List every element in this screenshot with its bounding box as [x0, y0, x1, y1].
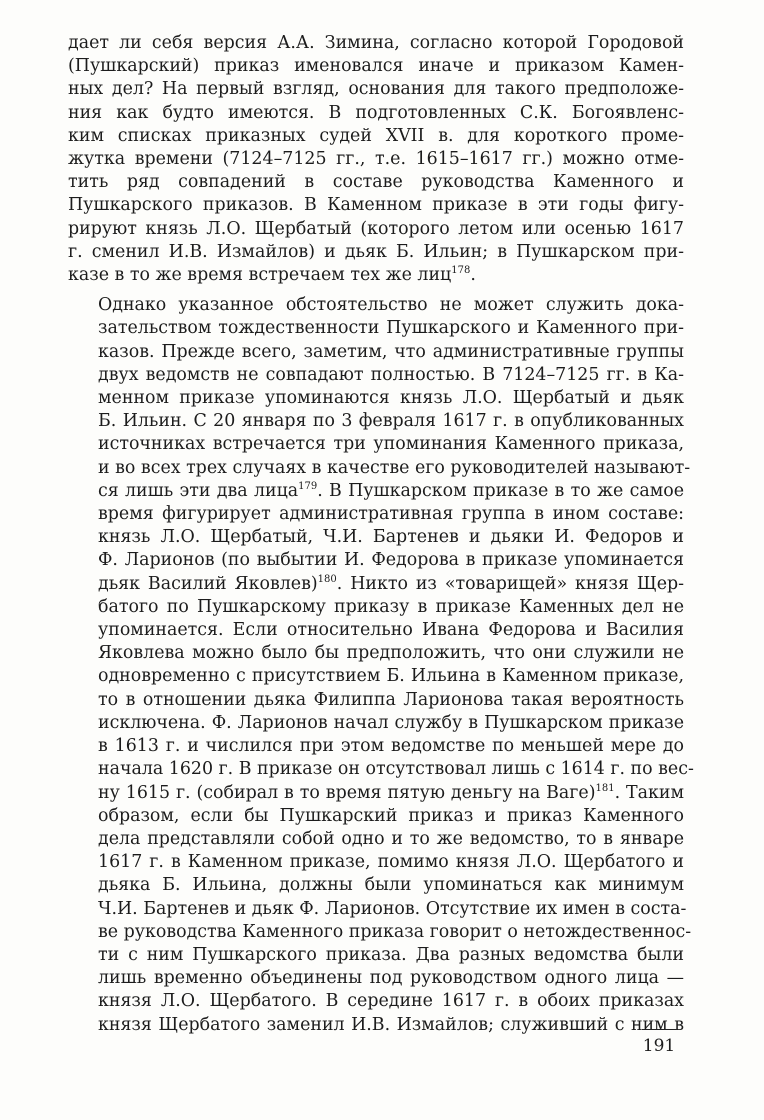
text-fragment: . Таким: [614, 782, 685, 803]
paragraph-1: [68, 32, 684, 287]
text-line: Однако указанное обстоятельство не может служить дока-: [98, 295, 684, 316]
body-text: [68, 32, 694, 1037]
text-line: ким списках приказных судей XVII в. для короткого проме-: [68, 125, 684, 146]
text-fragment: ну 1615 г. (собирал в то время пятую деньгу на Ваге): [98, 782, 596, 803]
text-fragment: казе в то же время встречаем тех же лиц: [68, 265, 452, 286]
text-line: 1617 г. в Каменном приказе, помимо князя Л.О. Щербатого и: [98, 852, 684, 873]
text-line: (Пушкарский) приказ именовался иначе и приказом Камен-: [68, 56, 684, 77]
text-fragment: дьяк Василий Яковлев): [98, 573, 318, 594]
text-line: казе в то же время встречаем тех же лиц$^{178}$.: [68, 265, 476, 286]
text-line: Ф. Ларионов (по выбытии И. Федорова в приказе упоминается: [98, 550, 684, 571]
text-line: Б. Ильин. С 20 января по 3 февраля 1617 г. в опубликованных: [98, 411, 684, 432]
text-fragment: . В Пушкарском приказе в то же самое: [317, 480, 684, 501]
paragraph-2: [68, 294, 694, 1037]
text-line: Яковлева можно было бы предположить, что они служили не: [98, 643, 684, 664]
text-line: одновременно с присутствием Б. Ильина в Каменном приказе,: [98, 666, 684, 687]
page-number: 191: [642, 1036, 676, 1056]
text-line: зательством тождественности Пушкарского и Каменного при-: [98, 318, 684, 339]
text-line: и во всех трех случаях в качестве его руководителей называют-: [98, 457, 691, 478]
text-line: батого по Пушкарскому приказу в приказе Каменных дел не: [98, 596, 684, 617]
text-fragment: ся лишь эти два лица: [98, 480, 299, 501]
text-line: ния как будто имеются. В подготовленных С.К. Богоявленс-: [68, 102, 684, 123]
text-line: источниках встречается три упоминания Каменного приказа,: [98, 434, 684, 455]
text-line: князя Щербатого заменил И.В. Измайлов; служивший с ним в: [98, 1014, 684, 1035]
text-line: рируют князь Л.О. Щербатый (которого летом или осенью 1617: [68, 218, 684, 239]
text-line: лишь временно объединены под руководством одного лица —: [98, 968, 684, 989]
text-line: [68, 480, 684, 503]
text-line: дела представляли собой одно и то же ведомство, то в январе: [98, 828, 684, 849]
text-line: ти с ним Пушкарского приказа. Два разных ведомства были: [98, 944, 684, 965]
footnote-ref: 181: [595, 782, 615, 794]
text-line: жутка времени (7124–7125 гг., т.е. 1615–1617 гг.) можно отме-: [68, 149, 684, 170]
text-line: [68, 573, 684, 596]
text-line: [68, 782, 684, 805]
text-line: двух ведомств не совпадают полностью. В 7124–7125 гг. в Ка-: [98, 364, 684, 385]
text-line: менном приказе упоминаются князь Л.О. Щербатый и дьяк: [98, 388, 684, 409]
text-line: дьяка Б. Ильина, должны были упоминаться как минимум: [98, 875, 684, 896]
text-line: ных дел? На первый взгляд, основания для такого предположе-: [68, 79, 684, 100]
text-line: Пушкарского приказов. В Каменном приказе в эти годы фигу-: [68, 195, 684, 216]
text-line: Ч.И. Бартенев и дьяк Ф. Ларионов. Отсутствие их имен в соста-: [98, 898, 687, 919]
text-line: время фигурирует административная группа в ином составе:: [98, 504, 684, 525]
text-line: упоминается. Если относительно Ивана Федорова и Василия: [98, 620, 684, 641]
page-number-rule: [642, 1029, 676, 1030]
text-line: исключена. Ф. Ларионов начал службу в Пушкарском приказе: [98, 712, 684, 733]
text-line: дает ли себя версия А.А. Зимина, согласно которой Городовой: [68, 33, 684, 53]
text-line: тить ряд совпадений в составе руководства Каменного и: [68, 172, 684, 193]
text-line: то в отношении дьяка Филиппа Ларионова такая вероятность: [98, 689, 684, 710]
footnote-ref: 179: [298, 481, 318, 493]
text-line: начала 1620 г. В приказе он отсутствовал лишь с 1614 г. по вес-: [98, 759, 694, 780]
footnote-ref: 178: [451, 265, 471, 277]
text-line: образом, если бы Пушкарский приказ и приказ Каменного: [98, 805, 684, 826]
text-line: казов. Прежде всего, заметим, что административные группы: [98, 341, 684, 362]
text-line: ве руководства Каменного приказа говорит о нетождественнос-: [98, 921, 692, 942]
text-line: г. сменил И.В. Измайлов) и дьяк Б. Ильин; в Пушкарском при-: [68, 241, 684, 262]
text-fragment: . Никто из «товарищей» князя Щер-: [336, 573, 684, 594]
footnote-ref: 180: [317, 573, 337, 585]
text-line: князь Л.О. Щербатый, Ч.И. Бартенев и дьяки И. Федоров и: [98, 527, 684, 548]
text-line: князя Л.О. Щербатого. В середине 1617 г. в обоих приказах: [98, 991, 684, 1012]
text-line: в 1613 г. и числился при этом ведомстве по меньшей мере до: [98, 736, 684, 757]
